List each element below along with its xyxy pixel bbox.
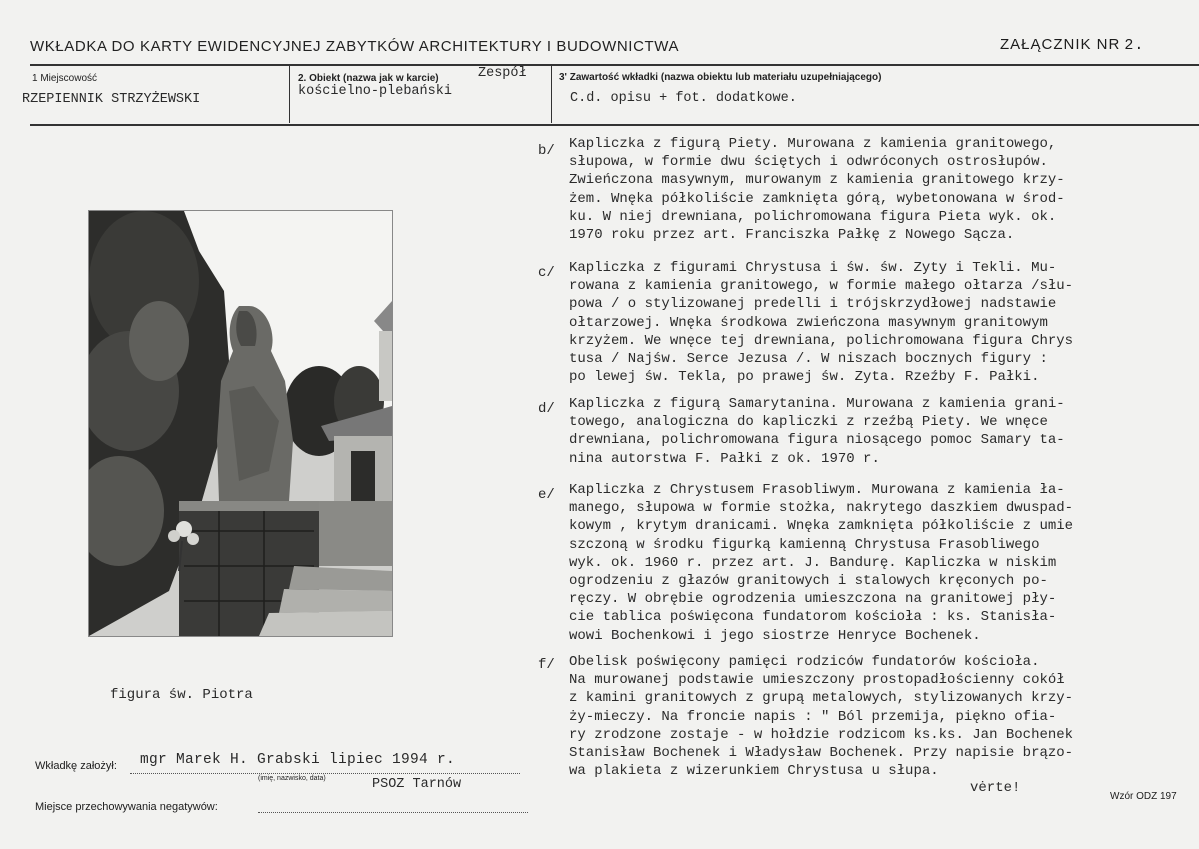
author-value: mgr Marek H. Grabski lipiec 1994 r. xyxy=(140,752,456,768)
field-2-label: 2. Obiekt (nazwa jak w karcie) xyxy=(298,73,439,84)
field-1-value: RZEPIENNIK STRZYŻEWSKI xyxy=(22,92,201,107)
entry-text-b: Kapliczka z figurą Piety. Murowana z kamienia granitowego, słupowa, w formie dwu ściętych i odwróconych ostrosłupów. Zwieńczona masywnym, murowanym z kamienia granitowego krzy- żem. Wnęka półkoliście zamknięta górą, wybetonowana w środ- ku. W niej drewniana, polichromowana figura Pieta wyk. ok. 1970 roku przez art. Franciszka Pałkę z Nowego Sącza. xyxy=(569,136,1065,244)
author-hint: (imię, nazwisko, data) xyxy=(258,775,326,782)
entry-text-e: Kapliczka z Chrystusem Frasobliwym. Murowana z kamienia ła- manego, słupowa w formie stożka, nakrytego daszkiem dwuspad- kowym , krytym dranicami. Wnęka zamknięta półkoliście z umie szczoną w środku figurką kamienną Chrystusa Frasobliwego wyk. ok. 1960 r. przez art. J. Bandurę. Kapliczka w niskim ogrodzeniu z głazów granitowych i stalowych kręconych po- ręczy. W obrębie ogrodzenia umieszczona na granitowej pły- cie tablica poświęcona fundatorom kościoła : ks. Stanisła- wowi Bochenkowi i jego siostrze Henryce Bochenek. xyxy=(569,482,1074,644)
institution: PSOZ Tarnów xyxy=(372,777,462,792)
entry-mark-c: c/ xyxy=(538,265,555,281)
entry-mark-f: f/ xyxy=(538,657,555,673)
field-1-label: 1 Miejscowość xyxy=(32,73,98,84)
annex-number: 2. xyxy=(1124,37,1145,54)
entry-mark-d: d/ xyxy=(538,401,555,417)
photo-image xyxy=(89,211,392,636)
author-label: Wkładkę założył: xyxy=(35,760,117,772)
author-line xyxy=(130,773,520,774)
verte-note: vėrte! xyxy=(970,780,1021,796)
annex-label xyxy=(1000,36,1144,54)
document-title: WKŁADKA DO KARTY EWIDENCYJNEJ ZABYTKÓW ARCHITEKTURY I BUDOWNICTWA xyxy=(30,38,680,55)
negatives-line xyxy=(258,812,528,813)
field-2-value-2: kościelno-plebański xyxy=(298,84,452,99)
annex-label-text: ZAŁĄCZNIK NR xyxy=(1000,36,1121,53)
entry-text-d: Kapliczka z figurą Samarytanina. Murowana z kamienia grani- towego, analogiczna do kapliczki z rzeźbą Piety. We wnęce drewniana, polichromowana figura niosącego pomoc Samary ta- nina autorstwa F. Pałki z ok. 1970 r. xyxy=(569,396,1065,467)
entry-text-c: Kapliczka z figurami Chrystusa i św. św. Zyty i Tekli. Mu- rowana z kamienia granitowego, w formie małego ołtarza /słu- powa / o stylizowanej predelli i trójskrzydłowej nadstawie ołtarzowej. Wnęka środkowa zwieńczona masywnym granitowym krzyżem. We wnęce tej drewniana, polichromowana figura Chrys tusa / Najśw. Serce Jezusa /. W niszach bocznych figury : po lewej św. Tekla, po prawej św. Zyta. Rzeźby F. Pałki. xyxy=(569,260,1074,386)
header-rule xyxy=(30,64,1199,66)
field-divider-1 xyxy=(289,66,290,123)
field-3-label: 3' Zawartość wkładki (nazwa obiektu lub materiału uzupełniającego) xyxy=(559,72,882,83)
photo-shrine-figure xyxy=(88,210,393,637)
negatives-label: Miejsce przechowywania negatywów: xyxy=(35,801,218,813)
entry-mark-e: e/ xyxy=(538,487,555,503)
field-divider-2 xyxy=(551,66,552,123)
entry-mark-b: b/ xyxy=(538,143,555,159)
fields-rule xyxy=(30,124,1199,126)
field-3-value: C.d. opisu + fot. dodatkowe. xyxy=(570,91,797,106)
entry-text-f: Obelisk poświęcony pamięci rodziców fundatorów kościoła. Na murowanej podstawie umieszczony prostopadłościenny cokół z kamini granitowych z grupą metalowych, stylizowanych krzy- ży-mieczy. Na froncie napis : " Ból przemija, piękno ofia- ry zrodzone zostaje - w hołdzie rodzicom ks.ks. Jan Bochenek Stanisław Bochenek i Władysław Bochenek. Przy napisie brązo- wa plakieta z wizerunkiem Chrystusa u słupa. xyxy=(569,654,1074,780)
field-2-value-1: Zespół xyxy=(478,66,527,81)
form-code: Wzór ODZ 197 xyxy=(1110,791,1177,802)
photo-caption: figura św. Piotra xyxy=(110,687,253,703)
